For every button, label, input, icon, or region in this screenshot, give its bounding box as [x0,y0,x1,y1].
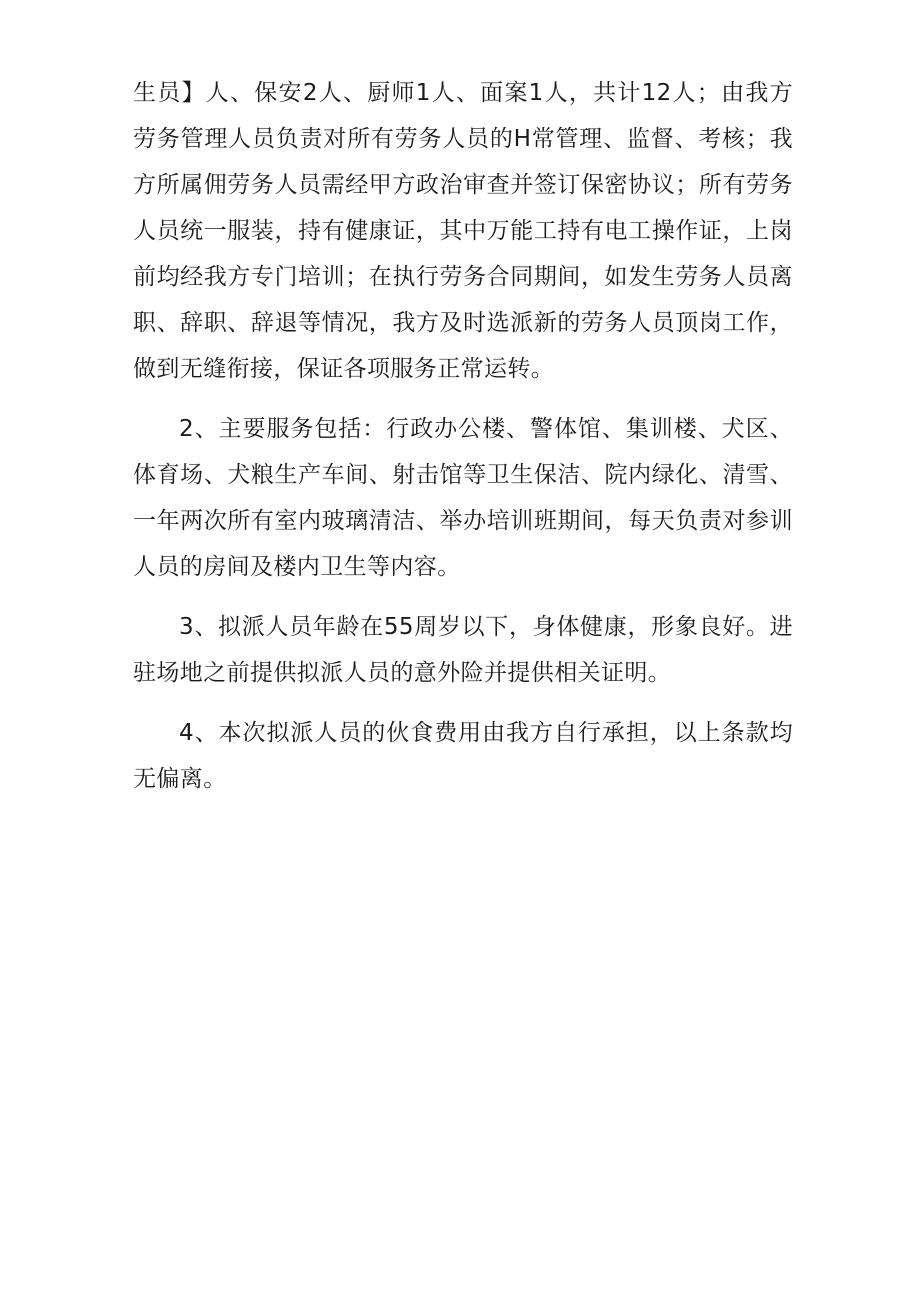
paragraph-main-services: 2、主要服务包括：行政办公楼、警体馆、集训楼、犬区、体育场、犬粮生产车间、射击馆等卫生保洁、院内绿化、清雪、一年两次所有室内玻璃清洁、举办培训班期间，每天负责对参训人员的房间及楼内卫生等内容。 [133,416,793,580]
document-body [133,70,793,802]
paragraph-staffing-continued: 生员】人、保安2人、厨师1人、面案1人，共计12人；由我方劳务管理人员负责对所有劳务人员的H常管理、监督、考核；我方所属佣劳务人员需经甲方政治审查并签订保密协议；所有劳务人员统一服装，持有健康证，其中万能工持有电工操作证，上岗前均经我方专门培训；在执行劳务合同期间，如发生劳务人员离职、辞职、辞退等情况，我方及时选派新的劳务人员顶岗工作，做到无缝衔接，保证各项服务正常运转。 [133,80,793,382]
paragraph-meal-costs: 4、本次拟派人员的伙食费用由我方自行承担，以上条款均无偏离。 [133,720,793,792]
paragraph-personnel-requirements: 3、拟派人员年龄在55周岁以下，身体健康，形象良好。进驻场地之前提供拟派人员的意外险并提供相关证明。 [133,614,793,686]
